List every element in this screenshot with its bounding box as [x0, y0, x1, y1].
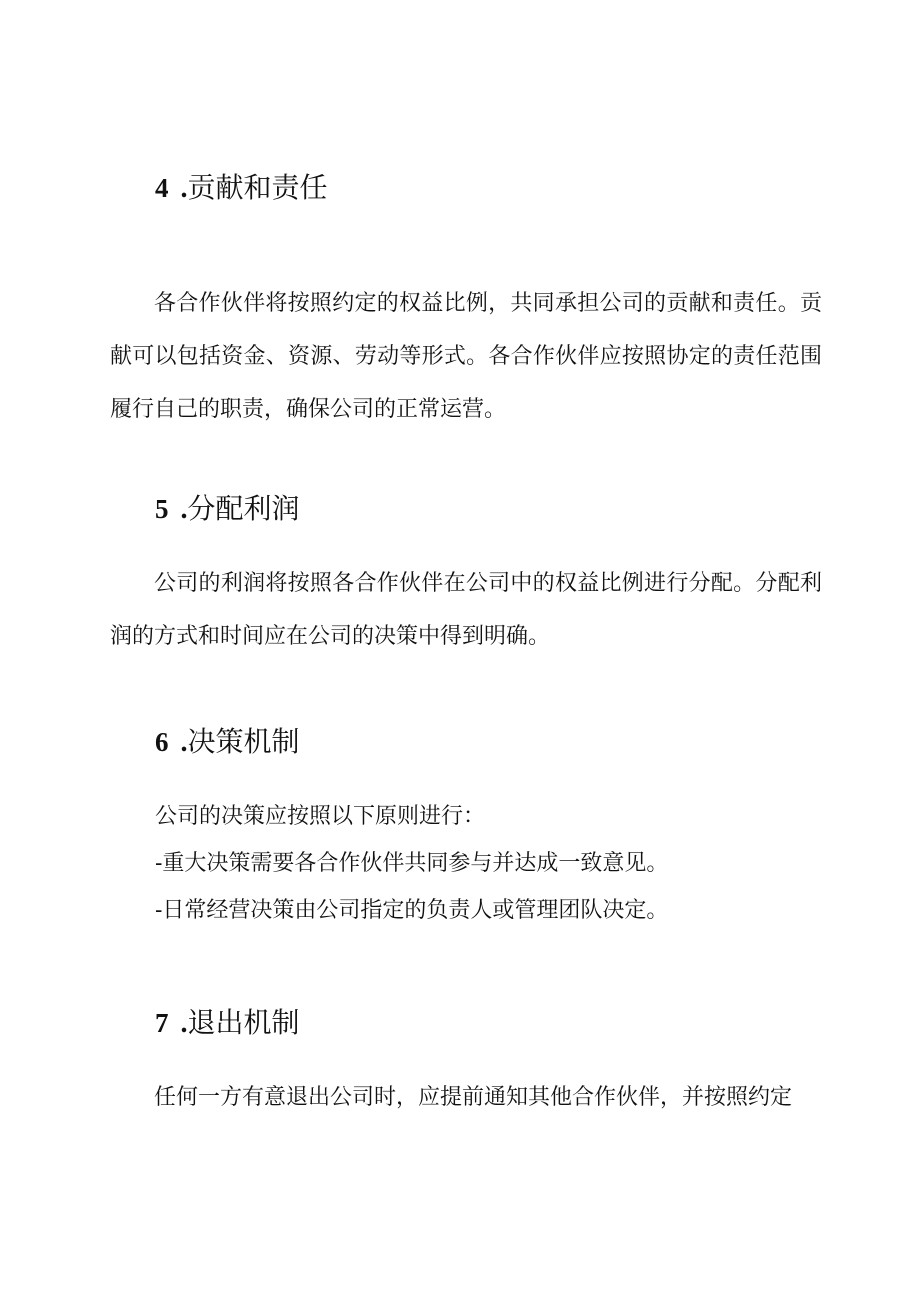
list-item: -日常经营决策由公司指定的负责人或管理团队决定。	[155, 898, 669, 923]
section-title: 退出机制	[187, 1006, 300, 1039]
section-heading-6: 6 .决策机制	[155, 725, 300, 758]
section-5-paragraph: 公司的利润将按照各合作伙伴在公司中的权益比例进行分配。分配利润的方式和时间应在公司的决策中得到明确。	[110, 571, 822, 649]
section-title: 贡献和责任	[187, 171, 328, 204]
section-heading-5: 5 .分配利润	[155, 492, 300, 525]
section-number: 4	[155, 173, 169, 203]
section-heading-7: 7 .退出机制	[155, 1006, 300, 1039]
section-number: 7	[155, 1008, 169, 1038]
list-item: -重大决策需要各合作伙伴共同参与并达成一致意见。	[155, 851, 669, 876]
section-6-intro: 公司的决策应按照以下原则进行：	[155, 804, 486, 829]
section-heading-4: 4 .贡献和责任	[155, 171, 328, 204]
section-7-paragraph: 任何一方有意退出公司时，应提前通知其他合作伙伴，并按照约定	[154, 1085, 793, 1110]
section-title: 分配利润	[187, 492, 300, 525]
section-4-paragraph: 各合作伙伴将按照约定的权益比例，共同承担公司的贡献和责任。贡献可以包括资金、资源、劳动等形式。各合作伙伴应按照协定的责任范围履行自己的职责，确保公司的正常运营。	[110, 291, 822, 422]
section-title: 决策机制	[187, 725, 300, 758]
section-number: 5	[155, 494, 169, 524]
section-number: 6	[155, 727, 169, 757]
